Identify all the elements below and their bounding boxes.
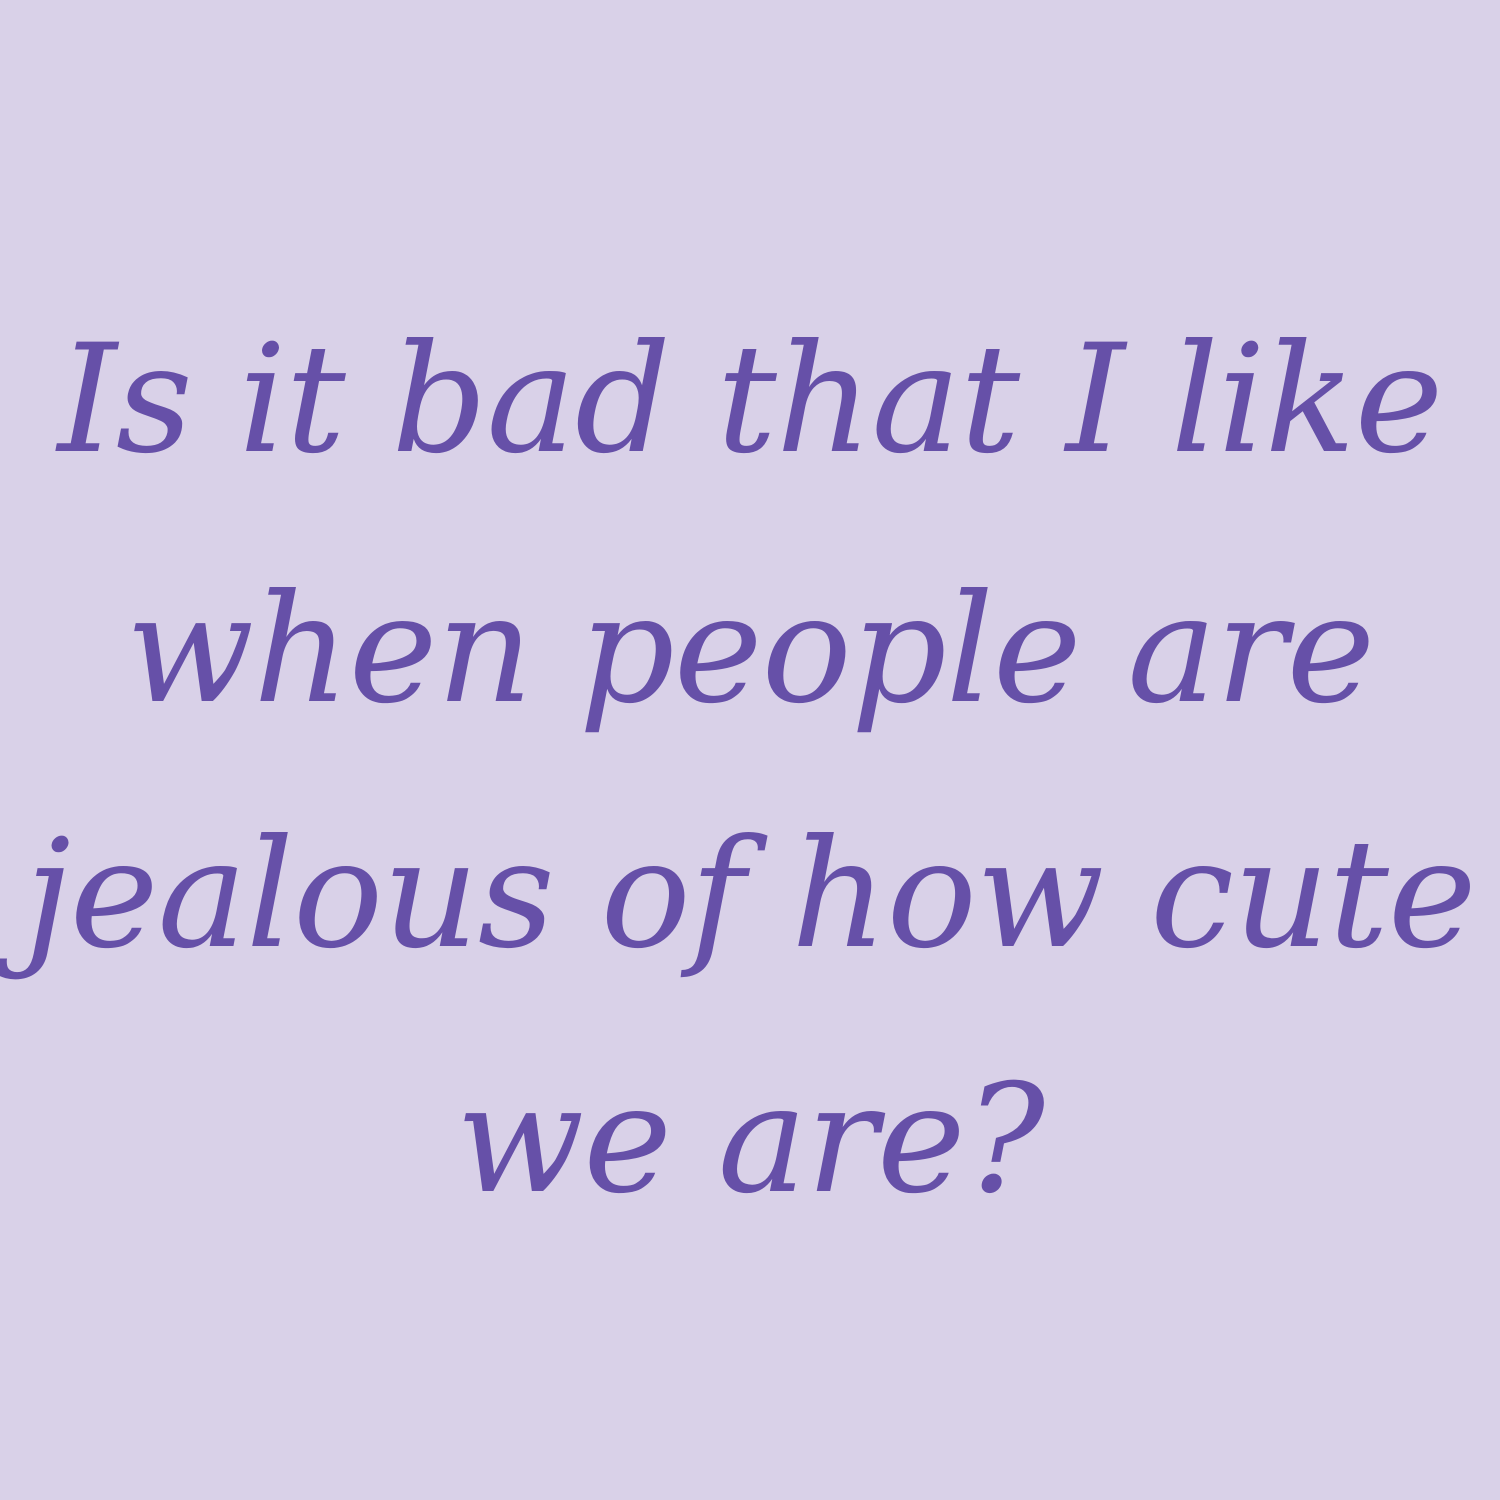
quote-line-1: Is it bad that I like	[57, 313, 1443, 487]
quote-line-2: when people are	[125, 563, 1375, 737]
quote-line-4: we are?	[455, 1053, 1045, 1227]
quote-line-3: jealous of how cute	[24, 808, 1476, 982]
